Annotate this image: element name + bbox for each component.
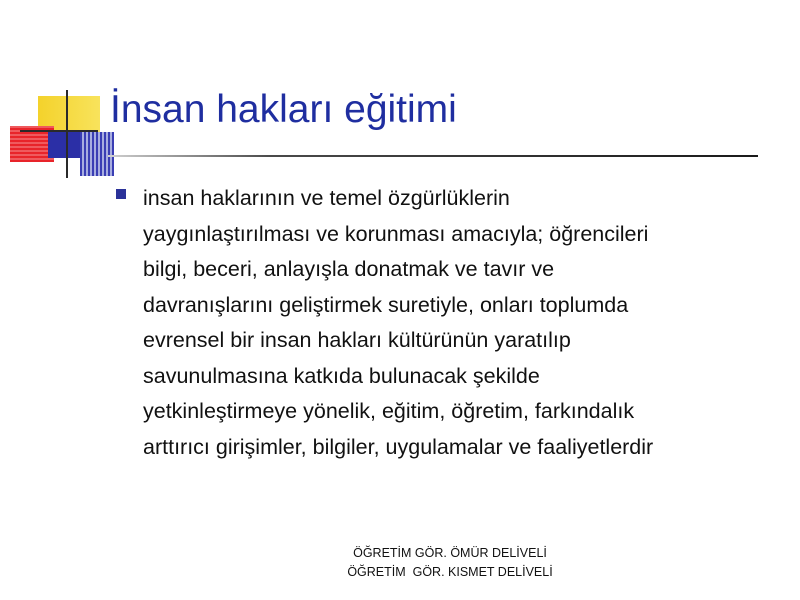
footer-line: ÖĞRETİM GÖR. KISMET DELİVELİ (347, 565, 553, 579)
title-underline (108, 155, 758, 157)
vertical-rule (66, 90, 68, 178)
striped-blue-square (80, 132, 114, 176)
bullet-square-icon (116, 189, 126, 199)
bullet-line: evrensel bir insan hakları kültürünün yaratılıp (143, 328, 571, 352)
bullet-line: savunulmasına katkıda bulunacak şekilde (143, 363, 540, 388)
decorative-squares-logo (0, 0, 120, 190)
bullet-line: insan haklarının ve temel özgürlüklerin (143, 186, 510, 210)
blue-square (48, 132, 82, 158)
bullet-line: arttırıcı girişimler, bilgiler, uygulamalar ve faaliyetlerdir (143, 434, 654, 459)
bullet-line: yaygınlaştırılması ve korunması amacıyla; öğrencileri (143, 221, 649, 246)
bullet-line: yetkinleştirmeye yönelik, eğitim, öğretim, farkındalık (143, 399, 635, 423)
footer-line: ÖĞRETİM GÖR. ÖMÜR DELİVELİ (353, 546, 547, 560)
slide-title: İnsan hakları eğitimi (110, 88, 457, 131)
bullet-text (143, 181, 773, 465)
bullet-line: davranışlarını geliştirmek suretiyle, onları toplumda (143, 292, 629, 317)
slide-footer (300, 544, 600, 582)
logo-horizontal-rule (20, 130, 98, 132)
bullet-line: bilgi, beceri, anlayışla donatmak ve tavır ve (143, 257, 555, 281)
